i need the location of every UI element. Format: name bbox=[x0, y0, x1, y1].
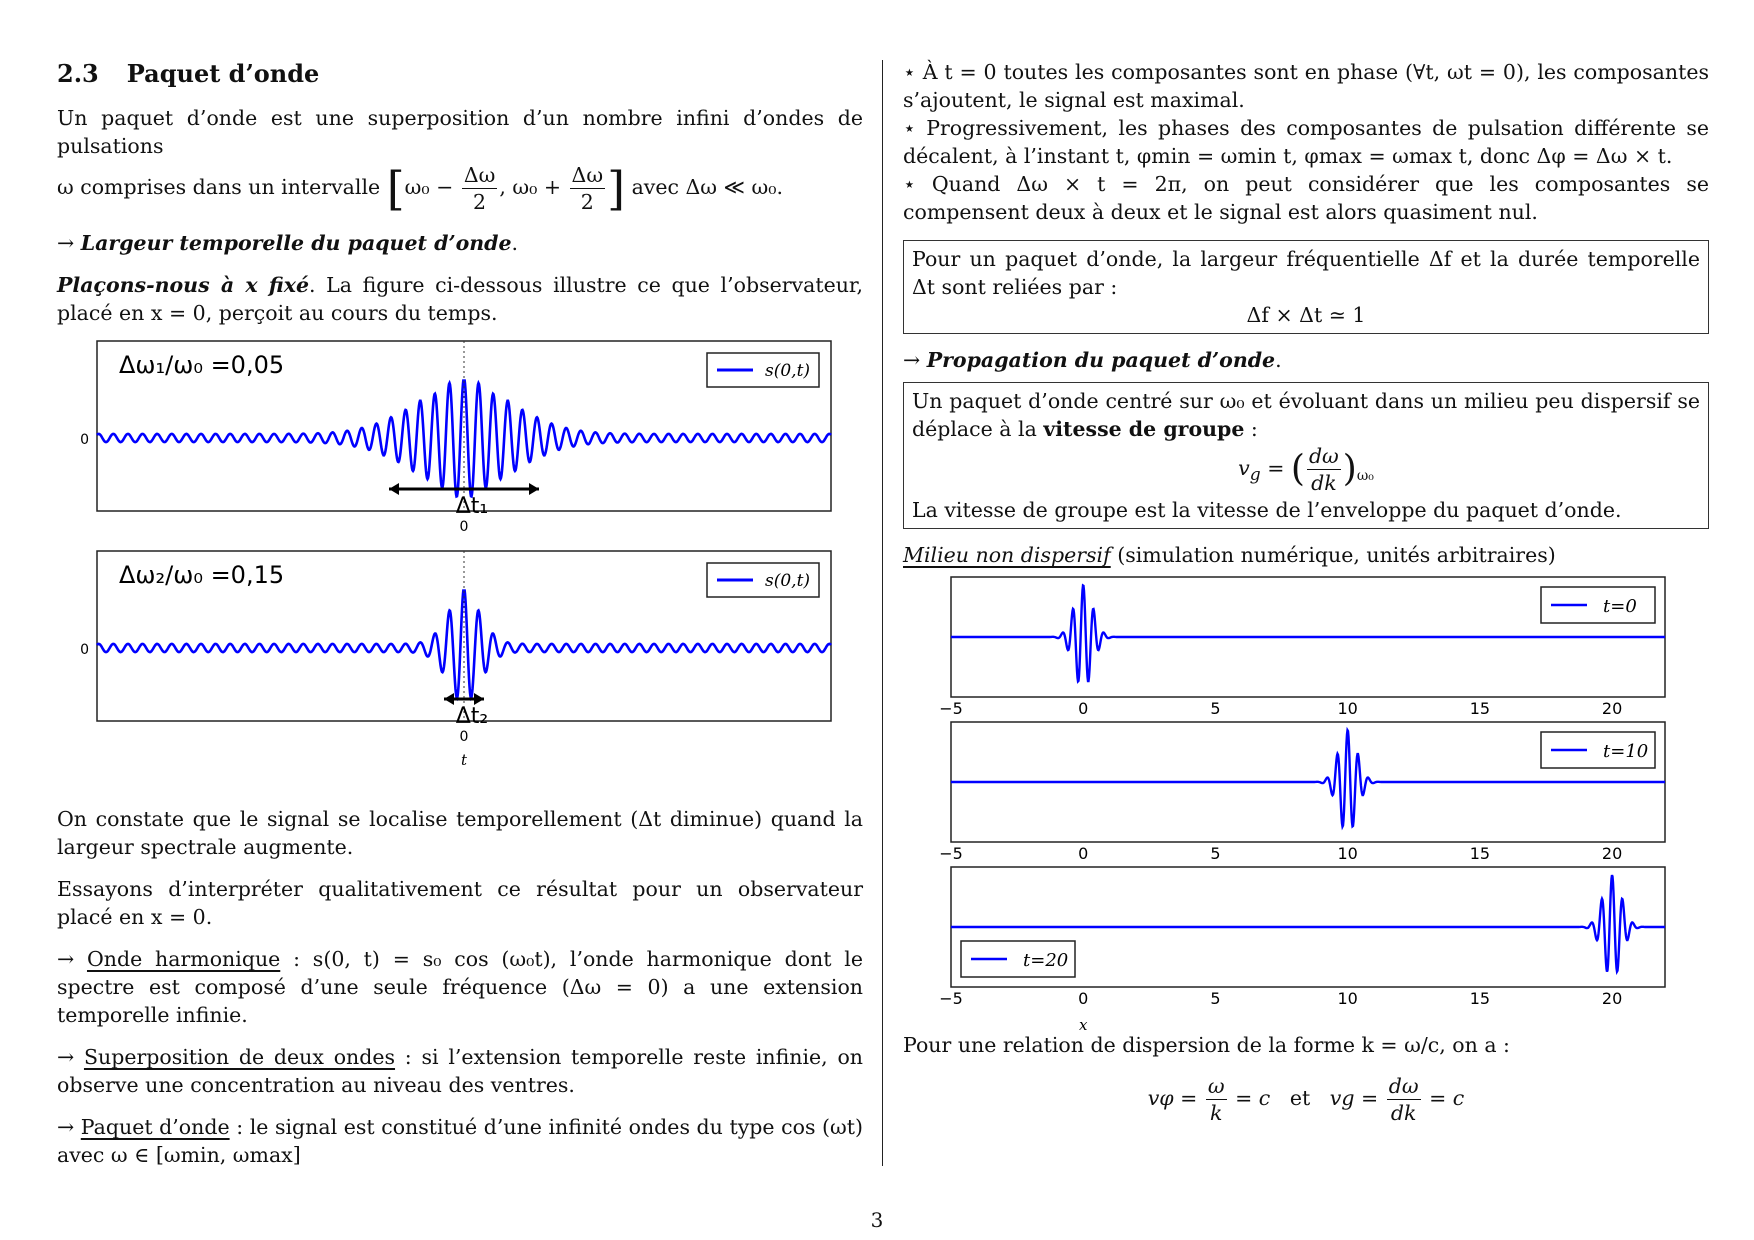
column-divider bbox=[882, 60, 883, 1166]
page-number: 3 bbox=[870, 1208, 884, 1232]
x-tick-label: 15 bbox=[1469, 844, 1491, 863]
velocity-equations: vφ = $\frac{\omega}{k}$ = c et vg = $\frac{d\omega}{dk}$ = c bbox=[1147, 1074, 1465, 1125]
y-tick-label: 0 bbox=[80, 432, 89, 448]
x-tick-label: 15 bbox=[1469, 699, 1491, 718]
intro-paragraph: Un paquet d’onde est une superposition d’un nombre infini d’ondes de pulsations bbox=[57, 106, 863, 158]
milieu-paragraph: Milieu non dispersif (simulation numérique, unités arbitraires) bbox=[903, 543, 1556, 567]
heading-largeur: → Largeur temporelle du paquet d’onde. bbox=[57, 231, 519, 255]
bullet-1: ⋆ À t = 0 toutes les composantes sont en phase (∀t, ωt = 0), les composantes s’ajoutent, le signal est maximal. bbox=[903, 60, 1709, 112]
x-tick-label: 5 bbox=[1210, 989, 1221, 1008]
x-tick-label: 5 bbox=[1210, 844, 1221, 863]
superposition-paragraph: → Superposition de deux ondes : si l’extension temporelle reste infinie, on observe une concentration au niveau des ventres. bbox=[57, 1045, 863, 1097]
arrow-head-left bbox=[444, 693, 454, 705]
chart-signal-1 bbox=[57, 333, 863, 543]
bullet-2: ⋆ Progressivement, les phases des composantes de pulsation différente se décalent, à l’instant t, φmin = ωmin t, φmax = ωmax t, donc Δφ = Δω × t. bbox=[903, 116, 1709, 168]
panel-1 bbox=[939, 722, 1665, 863]
chart-title: Δω₁/ω₀ =0,05 bbox=[119, 351, 285, 379]
bullet-3: ⋆ Quand Δω × t = 2π, on peut considérer que les composantes se compensent deux à deux et le signal est alors quasiment nul. bbox=[903, 172, 1709, 224]
chart-title: Δω₂/ω₀ =0,15 bbox=[119, 561, 285, 589]
x-tick-label: 5 bbox=[1210, 699, 1221, 718]
legend-label: t=20 bbox=[1023, 950, 1069, 971]
y-tick-label: 0 bbox=[80, 642, 89, 658]
relation-box: Pour un paquet d’onde, la largeur fréquentielle Δf et la durée temporelle Δt sont reliées par : Δf × Δt ≃ 1 bbox=[903, 240, 1709, 334]
x-tick-label: 20 bbox=[1601, 844, 1623, 863]
section-title: 2.3 Paquet d’onde bbox=[57, 59, 320, 88]
arrow-head-right bbox=[529, 483, 539, 495]
x-tick-label: −5 bbox=[939, 844, 963, 863]
x-tick-label: −5 bbox=[939, 989, 963, 1008]
heading-propagation: → Propagation du paquet d’onde. bbox=[903, 348, 1282, 372]
legend-label: t=0 bbox=[1603, 596, 1637, 617]
legend-label: s(0,t) bbox=[765, 361, 811, 381]
panel-0 bbox=[939, 577, 1665, 718]
intro-interval: ω comprises dans un intervalle [ω₀ − $\frac{\Delta\omega}{2}$ , ω₀ + $\frac{\Delta\omega}{2}$ ] avec Δω ≪ ω₀. bbox=[57, 161, 783, 216]
paquet-paragraph: → Paquet d’onde : le signal est constitué d’une infinité ondes du type cos (ωt) avec ω ∈ [ωmin, ωmax] bbox=[57, 1115, 864, 1167]
chart-signal-2 bbox=[57, 543, 863, 783]
x-tick-label: 20 bbox=[1601, 699, 1623, 718]
x-axis-label: x bbox=[1078, 1016, 1088, 1034]
legend-label: t=10 bbox=[1603, 741, 1649, 762]
x-tick-label: 10 bbox=[1337, 844, 1358, 863]
x-tick-label: 0 bbox=[1078, 699, 1089, 718]
dispersion-paragraph: Pour une relation de dispersion de la forme k = ω/c, on a : bbox=[903, 1033, 1510, 1057]
x-tick-label: 0 bbox=[459, 729, 469, 745]
x-tick-label: 0 bbox=[1078, 844, 1089, 863]
x-tick-label: 10 bbox=[1337, 989, 1358, 1008]
x-tick-label: 15 bbox=[1469, 989, 1491, 1008]
right-column bbox=[903, 58, 1709, 1140]
x-tick-label: 20 bbox=[1601, 989, 1623, 1008]
constate-paragraph: On constate que le signal se localise temporellement (Δt diminue) quand la largeur spectrale augmente. bbox=[57, 807, 863, 859]
placons-paragraph: Plaçons-nous à x fixé. La figure ci-dessous illustre ce que l’observateur, placé en x = 0, perçoit au cours du temps. bbox=[57, 273, 863, 325]
x-axis-label: t bbox=[460, 751, 468, 769]
legend-label: s(0,t) bbox=[765, 571, 811, 591]
x-tick-label: 0 bbox=[459, 519, 469, 535]
group-velocity-box: Un paquet d’onde centré sur ω₀ et évoluant dans un milieu peu dispersif se déplace à la vitesse de groupe : $v_g$ = ( $\frac{d\omega}{dk}$ )$_{\omega_0}$ La vitesse de groupe est la vitesse de l’enveloppe du paquet d’onde. bbox=[903, 382, 1709, 529]
delta-t-label: Δt₁ bbox=[455, 494, 489, 519]
x-tick-label: 0 bbox=[1078, 989, 1089, 1008]
essayons-paragraph: Essayons d’interpréter qualitativement ce résultat pour un observateur placé en x = 0. bbox=[57, 877, 863, 929]
delta-t-label: Δt₂ bbox=[455, 704, 489, 729]
x-tick-label: −5 bbox=[939, 699, 963, 718]
left-column bbox=[57, 58, 863, 1183]
onde-harmonique-paragraph: → Onde harmonique : s(0, t) = s₀ cos (ω₀t), l’onde harmonique dont le spectre est composé d’une seule fréquence (Δω = 0) a une extension temporelle infinie. bbox=[57, 947, 863, 1027]
x-tick-label: 10 bbox=[1337, 699, 1358, 718]
chart-propagation bbox=[903, 573, 1709, 1034]
panel-2 bbox=[939, 867, 1665, 1008]
arrow-head-left bbox=[389, 483, 399, 495]
